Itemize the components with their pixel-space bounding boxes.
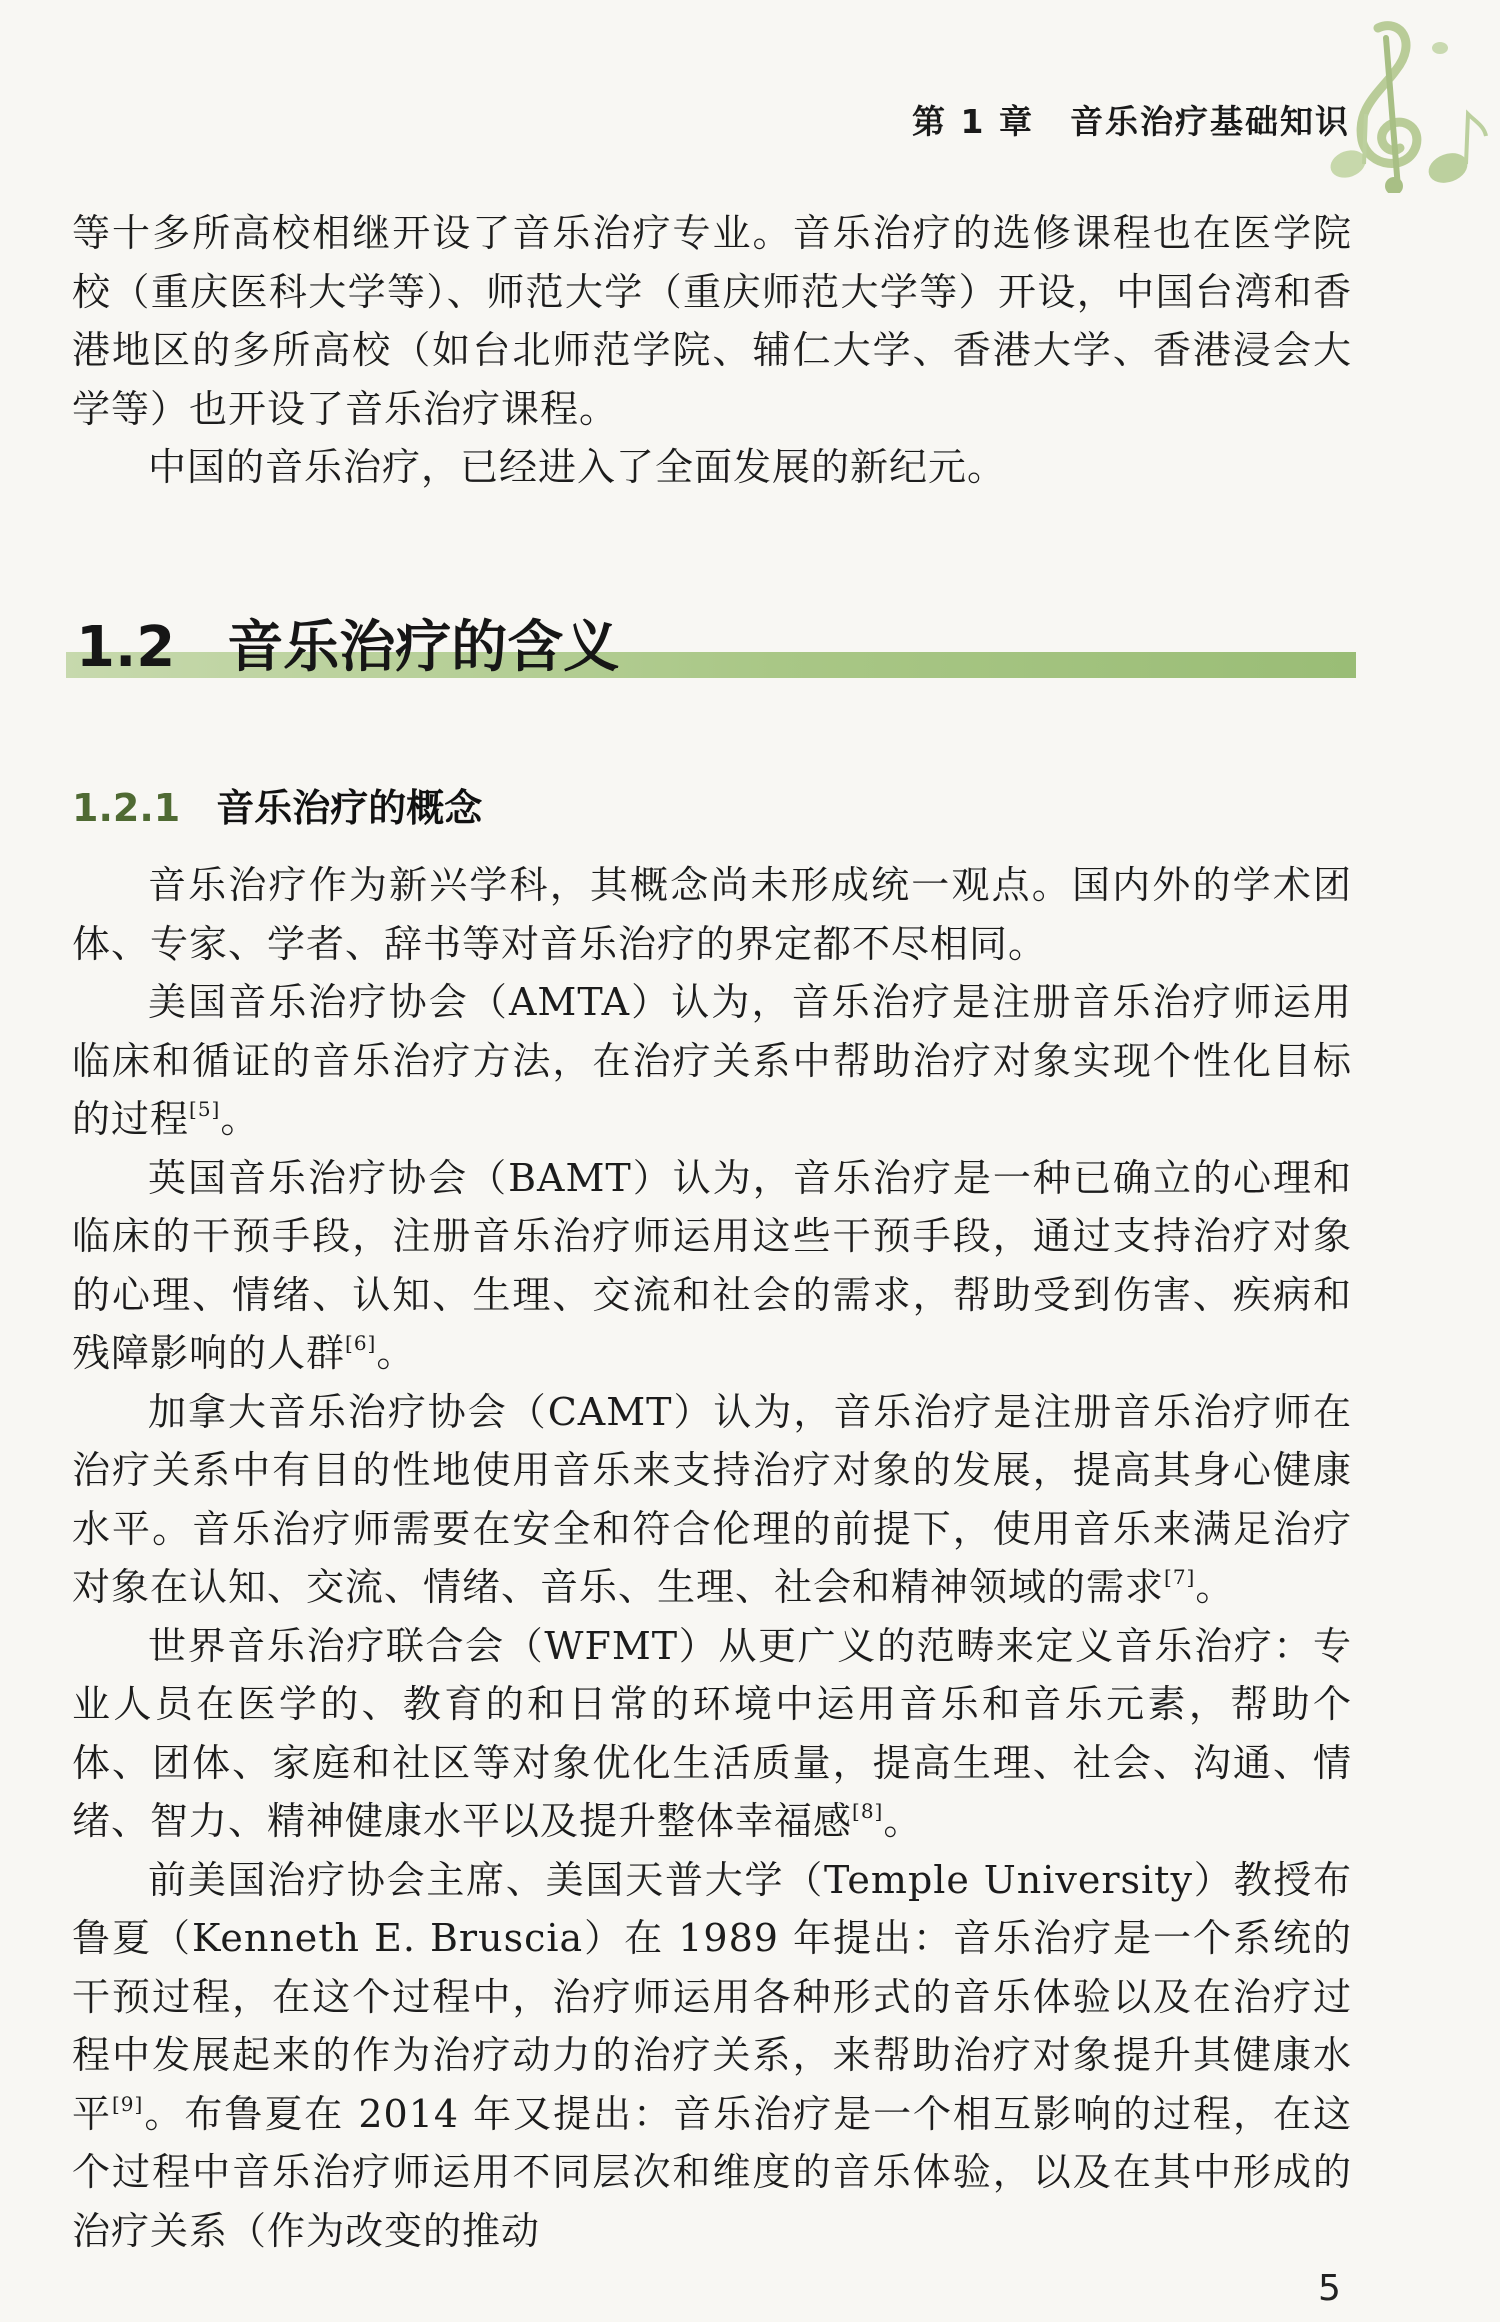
paragraph-bruscia: 前美国治疗协会主席、美国天普大学（Temple University）教授布鲁夏（Kenneth E. Bruscia）在 1989 年提出：音乐治疗是一个系统的干预过程，在这个过程中，治疗师运用各种形式的音乐体验以及在治疗过程中发展起来的作为治疗动力的治疗关系，来帮助治疗对象提升其健康水平[9]。布鲁夏在 2014 年又提出：音乐治疗是一个相互影响的过程，在这个过程中音乐治疗师运用不同层次和维度的音乐体验，以及在其中形成的治疗关系（作为改变的推动 [72, 1857, 1352, 2253]
citation-ref: [6] [345, 1331, 377, 1355]
citation-ref: [5] [189, 1097, 221, 1121]
section-title: 音乐治疗的含义 [227, 615, 620, 680]
intro-text [72, 204, 1352, 497]
paragraph-concept-intro: 音乐治疗作为新兴学科，其概念尚未形成统一观点。国内外的学术团体、专家、学者、辞书等对音乐治疗的界定都不尽相同。 [72, 863, 1352, 966]
citation-ref: [9] [112, 2091, 144, 2116]
section-number: 1.2 [76, 615, 176, 680]
paragraph-intro-continued: 等十多所高校相继开设了音乐治疗专业。音乐治疗的选修课程也在医学院校（重庆医科大学等）、师范大学（重庆师范大学等）开设，中国台湾和香港地区的多所高校（如台北师范学院、辅仁大学、香港大学、香港浸会大学等）也开设了音乐治疗课程。 [72, 211, 1352, 431]
running-header-title: 音乐治疗基础知识 [1069, 102, 1350, 141]
subsection-title: 音乐治疗的概念 [216, 786, 483, 830]
paragraph-bamt: 英国音乐治疗协会（BAMT）认为，音乐治疗是一种已确立的心理和临床的干预手段，注册音乐治疗师运用这些干预手段，通过支持治疗对象的心理、情绪、认知、生理、交流和社会的需求，帮助受到伤害、疾病和残障影响的人群[6]。 [72, 1155, 1352, 1375]
treble-clef-decoration-icon [1300, 18, 1490, 193]
running-header-chapter: 第 1 章 [912, 102, 1034, 141]
paragraph-camt: 加拿大音乐治疗协会（CAMT）认为，音乐治疗是注册音乐治疗师在治疗关系中有目的性地使用音乐来支持治疗对象的发展，提高其身心健康水平。音乐治疗师需要在安全和符合伦理的前提下，使用音乐来满足治疗对象在认知、交流、情绪、音乐、生理、社会和精神领域的需求[7]。 [72, 1389, 1352, 1609]
body-text [72, 856, 1352, 2260]
subsection-heading [72, 782, 482, 834]
paragraph-amta: 美国音乐治疗协会（AMTA）认为，音乐治疗是注册音乐治疗师运用临床和循证的音乐治疗方法，在治疗关系中帮助治疗对象实现个性化目标的过程[5]。 [72, 980, 1352, 1141]
citation-ref: [7] [1164, 1565, 1196, 1589]
subsection-number: 1.2.1 [72, 786, 181, 830]
paragraph-wfmt: 世界音乐治疗联合会（WFMT）从更广义的范畴来定义音乐治疗：专业人员在医学的、教育的和日常的环境中运用音乐和音乐元素，帮助个体、团体、家庭和社区等对象优化生活质量，提高生理、社会、沟通、情绪、智力、精神健康水平以及提升整体幸福感[8]。 [72, 1623, 1352, 1843]
running-header [912, 96, 1350, 143]
section-heading [66, 608, 1356, 686]
page-number: 5 [1318, 2268, 1341, 2309]
paragraph-new-era: 中国的音乐治疗，已经进入了全面发展的新纪元。 [148, 445, 1007, 489]
citation-ref: [8] [852, 1799, 884, 1823]
